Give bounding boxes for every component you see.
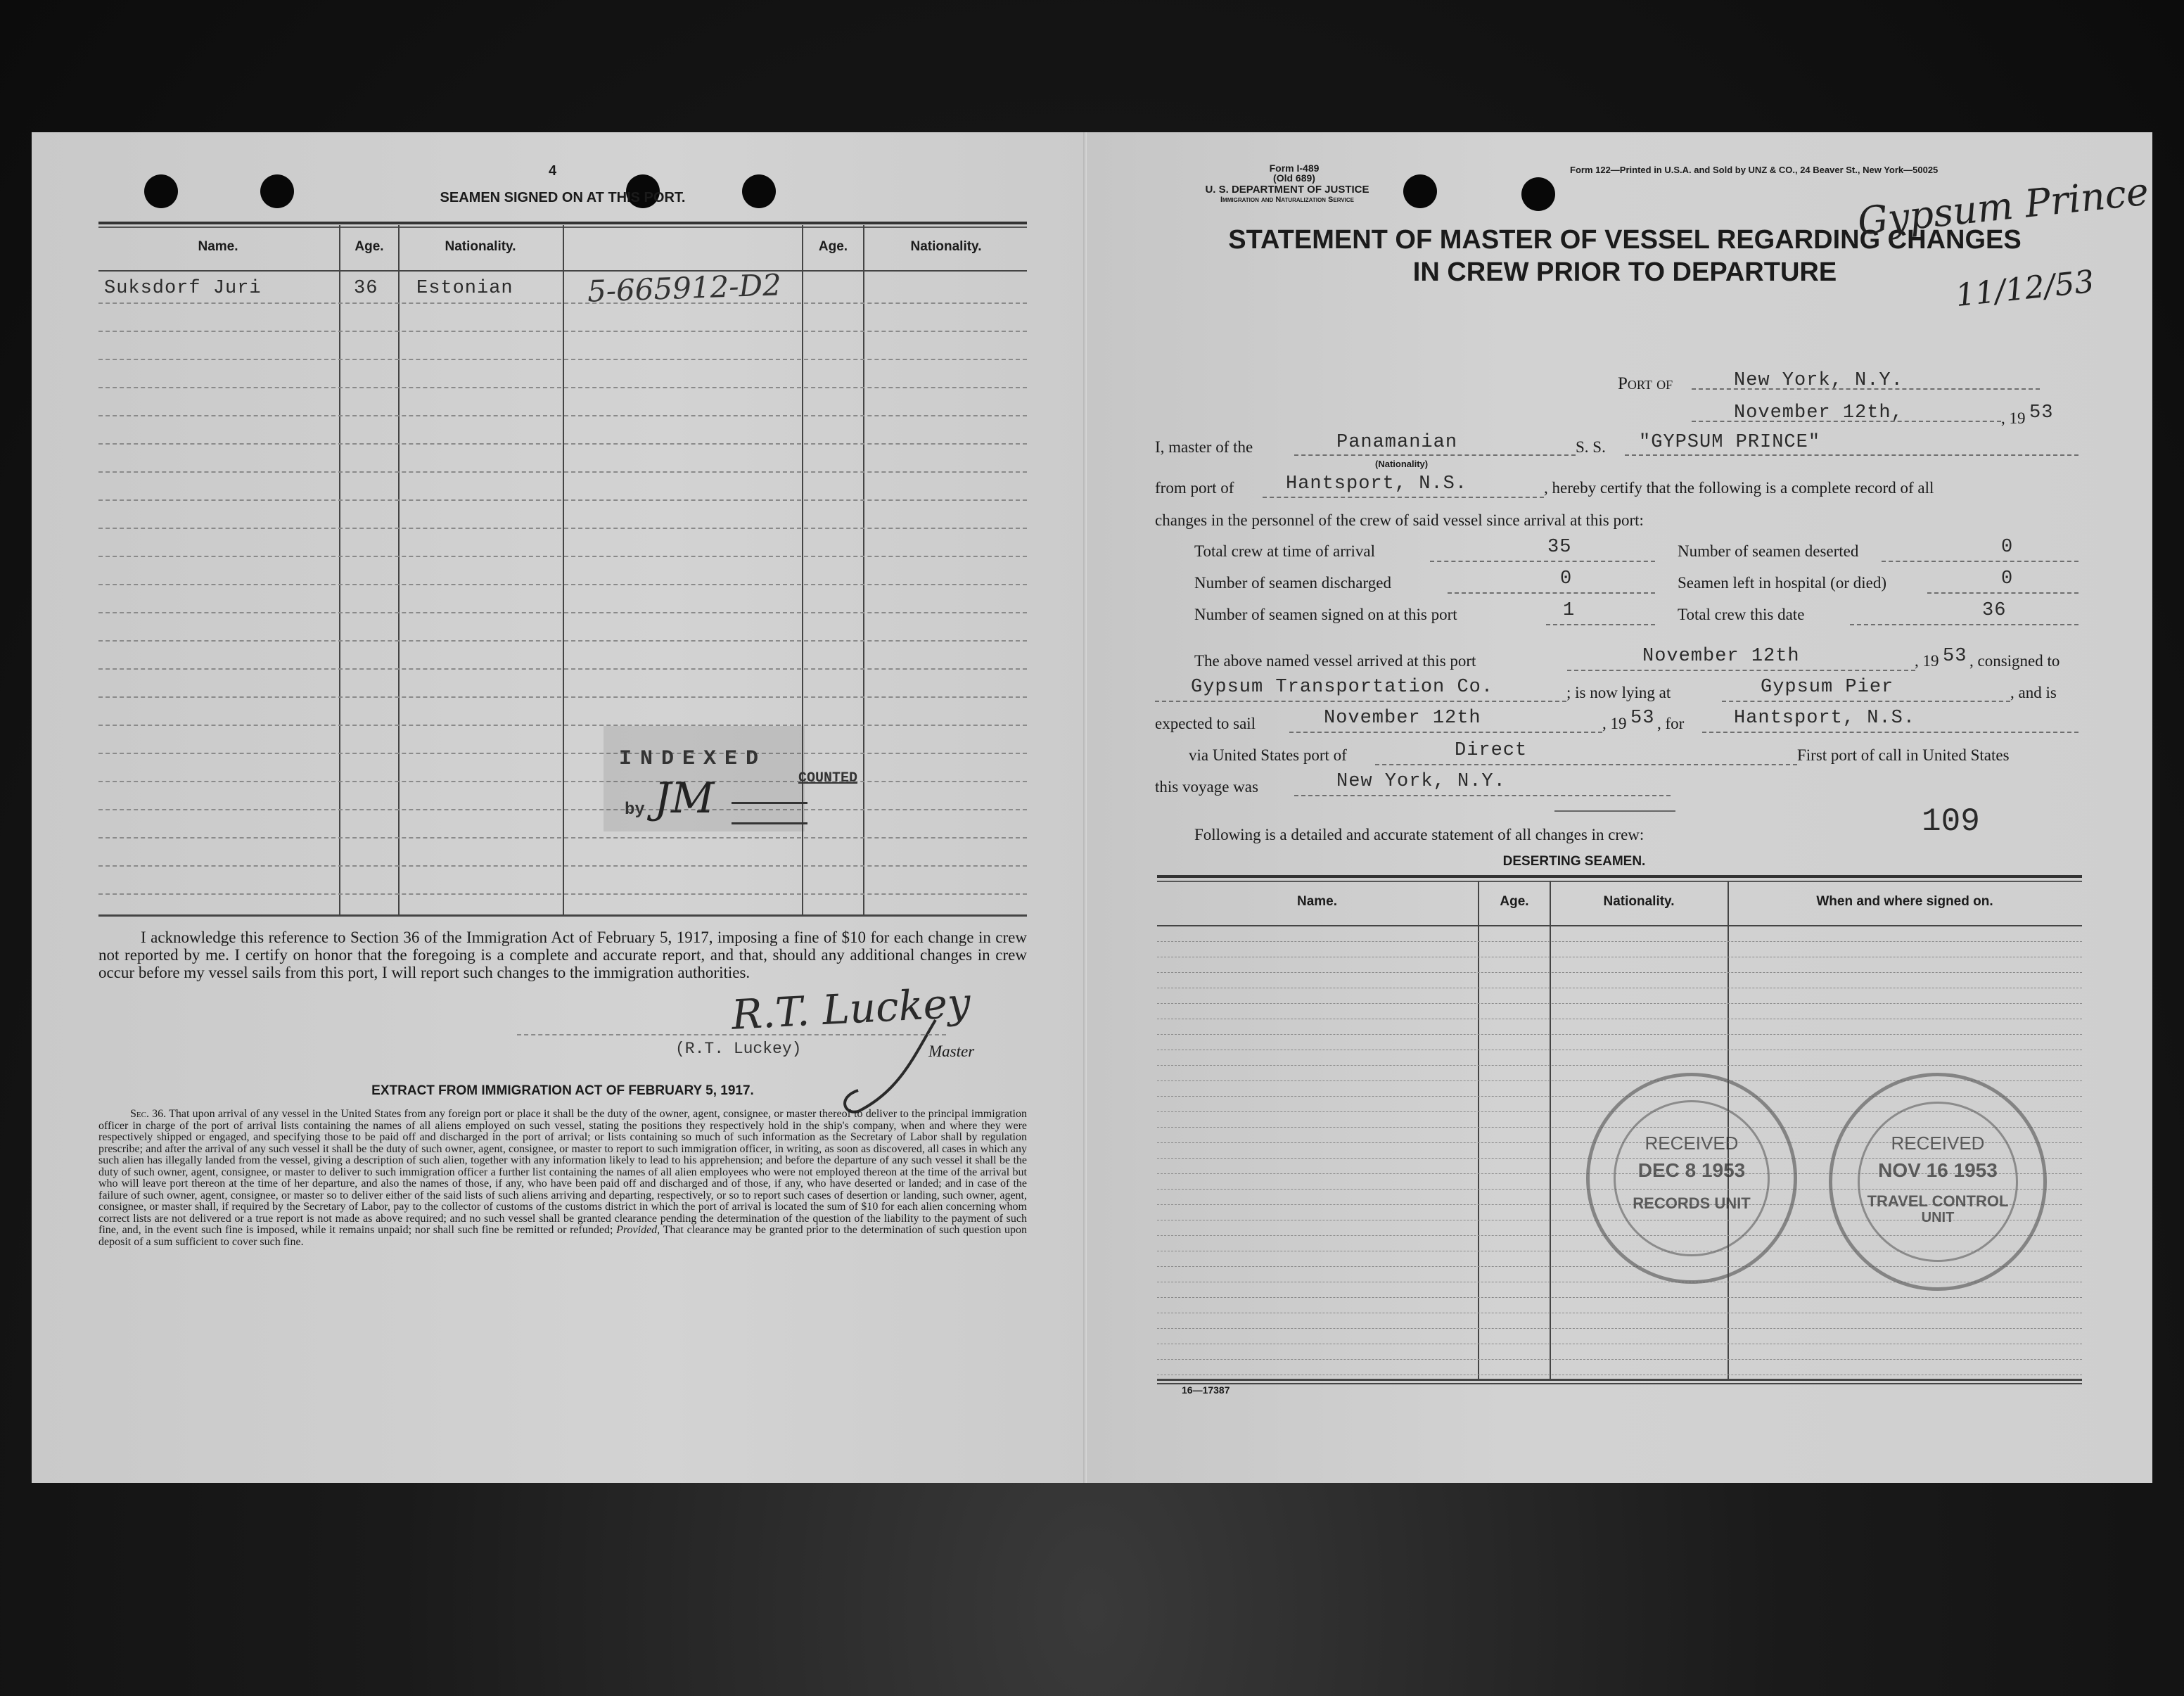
deserted-label: Number of seamen deserted xyxy=(1678,542,1859,560)
table-row-rule xyxy=(98,809,1027,810)
via-value: Direct xyxy=(1455,740,1528,761)
lying-label: ; is now lying at xyxy=(1566,684,1671,701)
expected-label: expected to sail xyxy=(1155,715,1256,732)
extract-body: That upon arrival of any vessel in the United States from any foreign port or place it shall be the duty of the owner, agent, consignee, or master thereof to deliver to the principal immigration officer in charge of the port of arrival lists containing the names of all aliens employed on such vessel, stating the positions they respectively hold in the ship's company, when and where they were respectively shipped or engaged, and specifying those to be paid off and discharged in the port of arrival; or lists containing so much of such information as the Secretary of Labor shall by regulation prescribe; and after the arrival of any such vessel it shall be the duty of such owner, agent, consignee, or master to report to such immigration officer, in writing, as soon as discovered, all cases in which any such alien has illegally landed from the vessel, giving a description of such alien, together with any information likely to lead to his apprehension; and before the departure of any such vessel it shall be the duty of such owner, agent, consignee, or master to deliver to such immigration officer a further list containing the names of all alien employees who were not employed thereon at the time of the arrival but who will leave port thereon at the time of her departure, and also the names of those, if any, who have been paid off and discharged and of those, if any, who have deserted or landed; and in case of the failure of such owner, agent, consignee, or master so to deliver either of the said lists of such aliens arriving and departing, respectively, or so to report such cases of desertion or landing, such owner, agent, consignee, or master shall, if required by the Secretary of Labor, pay to the collector of customs of the customs district in which the port of arrival is located the sum of $10 for each alien concerning whom correct lists are not delivered or a true report is not made as above required; and no such vessel shall be granted clearance pending the determination of the question of the liability to the payment of such fine, and, in the event such fine is imposed, while it remains unpaid; nor shall such fine be remitted or refunded; xyxy=(98,1108,1027,1236)
total-crew-date-field xyxy=(1850,603,2078,625)
port-label: Port of xyxy=(1618,374,1673,393)
arrived-year: 53 xyxy=(1943,646,1967,667)
ship-name: "GYPSUM PRINCE" xyxy=(1639,432,1821,453)
total-crew-date: 36 xyxy=(1982,600,2007,621)
table-row-rule xyxy=(98,302,1027,304)
form-title-line1: STATEMENT OF MASTER OF VESSEL REGARDING CHANGES xyxy=(1228,225,2022,255)
consigned-label: , consigned to xyxy=(1969,652,2060,670)
stamp-unit: TRAVEL CONTROL xyxy=(1867,1192,2009,1210)
master-of-label: I, master of the xyxy=(1155,438,1253,456)
form-number xyxy=(1224,163,1365,183)
stamp-unit: RECORDS UNIT xyxy=(1633,1194,1751,1212)
page-number: 4 xyxy=(549,163,557,179)
table-row-rule xyxy=(98,443,1027,445)
master-signature: R.T. Luckey xyxy=(730,978,972,1039)
voyage-rule xyxy=(1554,810,1675,812)
punch-hole xyxy=(1403,174,1437,208)
col-divider xyxy=(339,225,340,914)
col-divider xyxy=(863,225,864,914)
table-row-rule xyxy=(98,837,1027,839)
port-value: New York, N.Y. xyxy=(1734,370,1903,391)
deserted-field xyxy=(1882,540,2078,562)
table-bottom-rule xyxy=(98,914,1027,917)
table-row-rule xyxy=(98,893,1027,895)
stamp-date: NOV 16 1953 xyxy=(1878,1159,1998,1181)
col-header-age: Age. xyxy=(355,239,384,254)
table-row-rule xyxy=(98,640,1027,642)
department-block xyxy=(1168,184,1407,205)
voyage-label: this voyage was xyxy=(1155,778,1258,796)
col-divider xyxy=(563,225,564,914)
footer-code: 16—17387 xyxy=(1182,1384,1230,1396)
right-table-top-rule xyxy=(1157,881,2082,882)
right-table-header-rule xyxy=(1157,925,2082,926)
acknowledgment-text: I acknowledge this reference to Section 36 of the Immigration Act of February 5, 1917, imposing a fine of $10 for each change in crew not reported by me. I certify on honor that the foregoing is a complete and accurate report, and that, should any additional changes in crew occur before my vessel sails from this port, I will report such changes to the immigration authorities. xyxy=(98,929,1027,981)
stamp-unit-line2: UNIT xyxy=(1921,1210,1955,1225)
right-table-bottom-rule xyxy=(1157,1379,2082,1381)
col-divider xyxy=(398,225,400,914)
table-row-rule xyxy=(98,387,1027,388)
col-header-nationality: Nationality. xyxy=(445,239,516,254)
form-old-number: (Old 689) xyxy=(1273,172,1315,184)
received-stamp-records xyxy=(1586,1073,1797,1284)
table-row-rule xyxy=(98,556,1027,557)
via-label: via United States port of xyxy=(1189,746,1347,764)
table-row-rule xyxy=(98,696,1027,698)
punch-hole xyxy=(1521,177,1555,211)
discharged-value: 0 xyxy=(1560,568,1573,589)
table-row-rule xyxy=(1157,1003,2082,1004)
master-role: Master xyxy=(928,1043,975,1060)
signed-on-value: 1 xyxy=(1563,600,1576,621)
extract-text xyxy=(98,1109,1027,1248)
indexed-stamp-by: by xyxy=(625,801,645,820)
indexed-stamp-bar xyxy=(732,802,807,824)
extract-provided: Provided, xyxy=(616,1224,660,1236)
total-crew-arrival-field xyxy=(1430,540,1655,562)
total-crew-date-label: Total crew this date xyxy=(1678,606,1805,623)
table-row-rule xyxy=(98,359,1027,360)
date-value: November 12th, xyxy=(1734,402,1903,423)
right-col-header-nationality: Nationality. xyxy=(1603,894,1675,909)
right-col-header-name: Name. xyxy=(1296,894,1338,909)
total-crew-arrival-label: Total crew at time of arrival xyxy=(1194,542,1376,560)
handwritten-date: 11/12/53 xyxy=(1953,263,2096,314)
ss-label: S. S. xyxy=(1576,438,1606,456)
left-page xyxy=(32,132,1087,1483)
table-row-rule xyxy=(98,781,1027,782)
table-row-rule xyxy=(98,471,1027,473)
extract-tail: That clearance may be granted prior to the determination of such question upon deposit of a sum sufficient to cover such fine. xyxy=(98,1224,1028,1248)
table-row-rule xyxy=(1157,972,2082,973)
vessel-nationality: Panamanian xyxy=(1336,432,1458,453)
deserting-title: DESERTING SEAMEN. xyxy=(1502,854,1646,869)
table-row-rule xyxy=(98,753,1027,754)
seaman-nationality: Estonian xyxy=(416,278,513,299)
first-port-label: First port of call in United States xyxy=(1797,746,2010,764)
seaman-name: Suksdorf Juri xyxy=(104,278,262,299)
arrived-year-prefix: , 19 xyxy=(1915,652,1939,670)
table-top-rule xyxy=(98,222,1027,224)
from-port-value: Hantsport, N.S. xyxy=(1286,473,1468,495)
table-row-rule xyxy=(98,528,1027,529)
discharged-field xyxy=(1448,571,1655,594)
table-row-rule xyxy=(1157,1034,2082,1035)
right-table-bottom-rule xyxy=(1157,1383,2082,1384)
punch-hole xyxy=(144,174,178,208)
table-row-rule xyxy=(1157,1328,2082,1329)
printer-note: Form 122—Printed in U.S.A. and Sold by UNZ & CO., 24 Beaver St., New York—50025 xyxy=(1570,165,1939,175)
deserted-value: 0 xyxy=(2001,537,2014,558)
nationality-caption: (Nationality) xyxy=(1375,459,1429,469)
from-port-label: from port of xyxy=(1155,479,1234,497)
following-label: Following is a detailed and accurate statement of all changes in crew: xyxy=(1194,826,1645,843)
signature-line xyxy=(517,1034,946,1035)
right-table-top-rule xyxy=(1157,875,2082,878)
discharged-label: Number of seamen discharged xyxy=(1194,574,1391,592)
via-field xyxy=(1375,743,1797,765)
total-crew-arrival: 35 xyxy=(1547,537,1572,558)
indexed-stamp-initials: JM xyxy=(654,774,715,823)
year-value: 53 xyxy=(2029,402,2054,423)
hospital-value: 0 xyxy=(2001,568,2014,589)
extract-title: EXTRACT FROM IMMIGRATION ACT OF FEBRUARY 5, 1917. xyxy=(371,1083,754,1098)
certify-text: , hereby certify that the following is a complete record of all xyxy=(1544,479,1934,497)
service-name: Immigration and Naturalization Service xyxy=(1220,196,1354,204)
table-row-rule xyxy=(1157,1359,2082,1360)
seaman-file-number: 5-665912-D2 xyxy=(587,267,782,309)
punch-hole xyxy=(260,174,294,208)
expected-year: 53 xyxy=(1630,708,1655,729)
table-row-rule xyxy=(98,415,1027,416)
received-stamp-travel-control xyxy=(1829,1073,2047,1291)
right-col-divider xyxy=(1550,881,1551,1380)
table-row-rule xyxy=(1157,941,2082,942)
right-col-divider xyxy=(1478,881,1479,1380)
stamp-received: RECEIVED xyxy=(1891,1133,1985,1154)
col-header-nationality-2: Nationality. xyxy=(910,239,982,254)
form-number-text: Form I-489 xyxy=(1269,162,1320,174)
department-name: U. S. DEPARTMENT OF JUSTICE xyxy=(1205,184,1369,196)
arrived-value: November 12th xyxy=(1642,646,1800,667)
and-is-label: , and is xyxy=(2010,684,2057,701)
signature-flourish xyxy=(830,1013,957,1118)
lying-value: Gypsum Pier xyxy=(1761,677,1894,698)
stamp-inner-ring xyxy=(1858,1102,2018,1262)
arrived-label: The above named vessel arrived at this port xyxy=(1194,652,1476,670)
right-col-header-when-where: When and where signed on. xyxy=(1816,894,1993,909)
right-page xyxy=(1087,132,2152,1483)
table-row-rule xyxy=(98,584,1027,585)
table-row-rule xyxy=(1157,1297,2082,1298)
hospital-label: Seamen left in hospital (or died) xyxy=(1678,574,1887,592)
form-title-line2: IN CREW PRIOR TO DEPARTURE xyxy=(1412,257,1837,287)
for-label: , for xyxy=(1657,715,1685,732)
stamp-received: RECEIVED xyxy=(1645,1133,1739,1154)
table-row-rule xyxy=(98,668,1027,670)
table-row-rule xyxy=(98,612,1027,613)
extract-section: Sec. 36. xyxy=(130,1108,167,1120)
table-row-rule xyxy=(1157,1065,2082,1066)
voyage-value: New York, N.Y. xyxy=(1336,771,1506,792)
expected-value: November 12th xyxy=(1324,708,1481,729)
signed-on-label: Number of seamen signed on at this port xyxy=(1194,606,1457,623)
table-row-rule xyxy=(98,725,1027,726)
seaman-age: 36 xyxy=(354,278,378,299)
master-typed-name: (R.T. Luckey) xyxy=(675,1040,802,1058)
table-row-rule xyxy=(98,331,1027,332)
handwritten-ship-name: Gypsum Prince xyxy=(1855,169,2151,244)
indexed-stamp-text: INDEXED xyxy=(619,747,767,771)
table-row-rule xyxy=(98,865,1027,867)
consignee-value: Gypsum Transportation Co. xyxy=(1191,677,1494,698)
right-col-header-age: Age. xyxy=(1500,894,1529,909)
changes-text: changes in the personnel of the crew of said vessel since arrival at this port: xyxy=(1155,511,1644,529)
col-header-age-2: Age. xyxy=(818,239,848,254)
expected-year-prefix: , 19 xyxy=(1602,715,1627,732)
left-page-title: SEAMEN SIGNED ON AT THIS PORT. xyxy=(440,190,686,205)
page-mark: 109 xyxy=(1922,803,1980,840)
counted-stamp-text: COUNTED xyxy=(798,770,858,786)
year-prefix: , 19 xyxy=(2001,409,2026,427)
for-value: Hantsport, N.S. xyxy=(1734,708,1916,729)
stamp-date: DEC 8 1953 xyxy=(1637,1159,1746,1181)
table-row-rule xyxy=(98,499,1027,501)
col-header-name: Name. xyxy=(198,239,238,254)
